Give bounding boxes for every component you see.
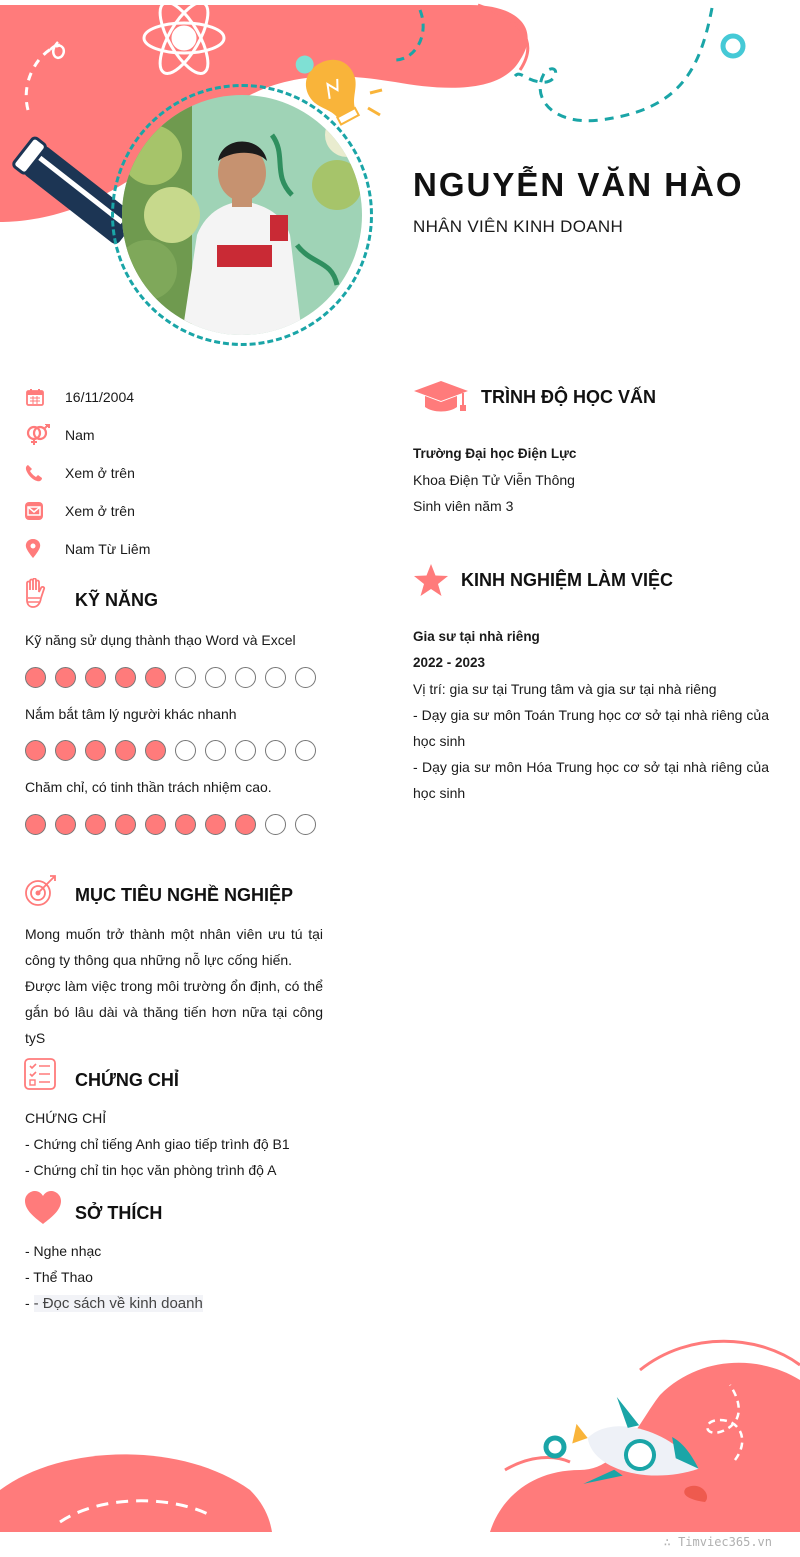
- skill-label: Nắm bắt tâm lý người khác nhanh: [25, 706, 237, 722]
- rating-dot-filled: [145, 667, 166, 688]
- job-position: NHÂN VIÊN KINH DOANH: [413, 217, 624, 236]
- calendar-icon: [25, 386, 55, 408]
- hobbies-title: SỞ THÍCH: [75, 1203, 163, 1223]
- hand-icon: [24, 578, 48, 610]
- phone-icon: [25, 462, 55, 484]
- education-text: [413, 441, 783, 519]
- watermark: ∴ Timviec365.vn: [663, 1535, 772, 1549]
- rating-dot-empty: [175, 740, 196, 761]
- contact-birthday: 16/11/2004: [25, 385, 134, 409]
- skills-title: KỸ NĂNG: [75, 590, 159, 610]
- graduation-cap-icon: [413, 380, 469, 414]
- heart-icon: [24, 1191, 62, 1225]
- rating-dot-filled: [145, 740, 166, 761]
- checklist-icon: [24, 1058, 56, 1090]
- email-icon: [25, 500, 55, 522]
- rating-dot-empty: [295, 667, 316, 688]
- experience-title: KINH NGHIỆM LÀM VIỆC: [461, 570, 674, 590]
- study-year: Sinh viên năm 3: [413, 498, 514, 514]
- rating-dot-empty: [295, 740, 316, 761]
- rating-dot-filled: [55, 667, 76, 688]
- rating-dot-filled: [115, 814, 136, 835]
- rating-dot-empty: [235, 740, 256, 761]
- rating-dot-filled: [205, 814, 226, 835]
- contact-phone: Xem ở trên: [25, 461, 135, 485]
- objective-text: Mong muốn trở thành một nhân viên ưu tú tại công ty thông qua những nỗ lực cống hiến. Được làm việc trong môi trường ổn định, có thể gắn bó lâu dài và thăng tiến hơn nữa tại công tyS: [25, 926, 323, 1046]
- rating-dot-filled: [25, 740, 46, 761]
- rating-dot-filled: [25, 667, 46, 688]
- contact-address: Nam Từ Liêm: [25, 537, 150, 561]
- rating-dot-filled: [235, 814, 256, 835]
- work-period: 2022 - 2023: [413, 655, 486, 670]
- gender-icon: [25, 424, 55, 446]
- rating-dot-filled: [115, 667, 136, 688]
- rating-dot-empty: [265, 667, 286, 688]
- faculty: Khoa Điện Tử Viễn Thông: [413, 472, 575, 488]
- rating-dot-filled: [115, 740, 136, 761]
- location-pin-icon: [25, 538, 55, 560]
- rating-dot-empty: [265, 740, 286, 761]
- rating-dot-empty: [205, 667, 226, 688]
- skill-rating: [25, 667, 316, 688]
- skill-rating: [25, 814, 316, 835]
- certificates-title: CHỨNG CHỈ: [75, 1070, 179, 1090]
- rating-dot-filled: [55, 740, 76, 761]
- candidate-name: NGUYỄN VĂN HÀO: [413, 166, 744, 203]
- rating-dot-filled: [85, 740, 106, 761]
- rating-dot-filled: [55, 814, 76, 835]
- contact-email: Xem ở trên: [25, 499, 135, 523]
- hobbies-text: - Nghe nhạc - Thể Thao - - Đọc sách về kinh doanh: [25, 1243, 203, 1312]
- skill-rating: [25, 740, 316, 761]
- company-name: Gia sư tại nhà riêng: [413, 629, 540, 644]
- rating-dot-empty: [235, 667, 256, 688]
- star-icon: [413, 563, 449, 597]
- rating-dot-empty: [205, 740, 226, 761]
- rating-dot-filled: [175, 814, 196, 835]
- certificates-text: CHỨNG CHỈ - Chứng chỉ tiếng Anh giao tiếp trình độ B1 - Chứng chỉ tin học văn phòng trình độ A: [25, 1110, 290, 1178]
- rating-dot-filled: [25, 814, 46, 835]
- education-title: TRÌNH ĐỘ HỌC VẤN: [481, 387, 656, 407]
- contact-gender: Nam: [25, 423, 95, 447]
- avatar: [122, 95, 362, 335]
- rating-dot-filled: [85, 814, 106, 835]
- skill-label: Kỹ năng sử dụng thành thạo Word và Excel: [25, 632, 296, 648]
- rating-dot-filled: [145, 814, 166, 835]
- rating-dot-empty: [265, 814, 286, 835]
- target-icon: [24, 874, 58, 908]
- skill-label: Chăm chỉ, có tinh thần trách nhiệm cao.: [25, 779, 272, 795]
- rating-dot-filled: [85, 667, 106, 688]
- experience-text: Gia sư tại nhà riêng 2022 - 2023 Vị trí: gia sư tại Trung tâm và gia sư tại nhà riêng - Dạy gia sư môn Toán Trung học cơ sở tại nhà riêng của học sinh - Dạy gia sư môn Hóa Trung học cơ sở tại nhà riêng của học sinh: [413, 624, 769, 806]
- rating-dot-empty: [175, 667, 196, 688]
- profile-photo-frame: [111, 84, 373, 346]
- rating-dot-empty: [295, 814, 316, 835]
- school-name: Trường Đại học Điện Lực: [413, 446, 577, 461]
- objective-title: MỤC TIÊU NGHỀ NGHIỆP: [75, 885, 294, 905]
